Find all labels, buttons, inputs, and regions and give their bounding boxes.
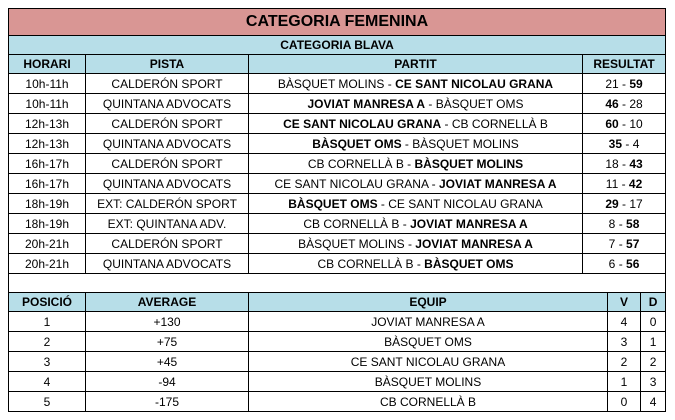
match-result: 29 - 17 [583, 194, 666, 214]
match-result: 35 - 4 [583, 134, 666, 154]
away-score: 58 [626, 216, 640, 231]
standing-team: BÀSQUET MOLINS [249, 372, 608, 392]
home-team: CE SANT NICOLAU GRANA [283, 116, 442, 131]
away-score: 43 [629, 156, 643, 171]
spacer-row [9, 274, 666, 293]
match-result: 46 - 28 [583, 94, 666, 114]
standing-row [9, 392, 666, 412]
away-team: BÀSQUET MOLINS [412, 136, 519, 151]
standing-wins: 2 [608, 352, 641, 372]
col-header-resultat: RESULTAT [583, 55, 666, 74]
match-teams: CB CORNELLÀ B - BÀSQUET MOLINS [249, 154, 583, 174]
standing-row [9, 312, 666, 332]
home-score: 60 [605, 116, 619, 131]
col-header-posicio: POSICIÓ [9, 293, 86, 312]
match-time: 20h-21h [9, 234, 86, 254]
away-score: 28 [629, 96, 643, 111]
away-team: JOVIAT MANRESA A [438, 176, 557, 191]
match-row [9, 114, 666, 134]
standing-team: JOVIAT MANRESA A [249, 312, 608, 332]
match-teams: JOVIAT MANRESA A - BÀSQUET OMS [249, 94, 583, 114]
home-score: 46 [605, 96, 619, 111]
match-result: 21 - 59 [583, 74, 666, 94]
standing-position: 1 [9, 312, 86, 332]
match-court: QUINTANA ADVOCATS [86, 94, 249, 114]
match-court: CALDERÓN SPORT [86, 154, 249, 174]
home-score: 8 [608, 216, 616, 231]
standing-average: -175 [86, 392, 249, 412]
match-teams: CB CORNELLÀ B - BÀSQUET OMS [249, 254, 583, 274]
match-row [9, 174, 666, 194]
away-team: CE SANT NICOLAU GRANA [395, 76, 554, 91]
match-time: 20h-21h [9, 254, 86, 274]
match-teams: BÀSQUET OMS - BÀSQUET MOLINS [249, 134, 583, 154]
match-court: QUINTANA ADVOCATS [86, 254, 249, 274]
away-team: JOVIAT MANRESA A [415, 236, 533, 251]
match-row [9, 154, 666, 174]
match-time: 16h-17h [9, 154, 86, 174]
col-header-horari: HORARI [9, 55, 86, 74]
standing-wins: 1 [608, 372, 641, 392]
away-score: 4 [632, 136, 640, 151]
match-row [9, 194, 666, 214]
home-team: CB CORNELLÀ B [317, 256, 414, 271]
away-score: 42 [628, 176, 643, 191]
standing-row [9, 352, 666, 372]
standing-wins: 3 [608, 332, 641, 352]
match-result: 6 - 56 [583, 254, 666, 274]
away-team: BÀSQUET OMS [435, 96, 524, 111]
matches-header-row [9, 55, 666, 74]
home-team: CB CORNELLÀ B [303, 216, 400, 231]
match-row [9, 254, 666, 274]
away-score: 59 [629, 76, 643, 91]
match-row [9, 134, 666, 154]
standing-team: CB CORNELLÀ B [249, 392, 608, 412]
match-time: 10h-11h [9, 94, 86, 114]
col-header-equip: EQUIP [249, 293, 608, 312]
match-court: CALDERÓN SPORT [86, 114, 249, 134]
col-header-v: V [608, 293, 641, 312]
match-court: CALDERÓN SPORT [86, 74, 249, 94]
match-court: EXT: QUINTANA ADV. [86, 214, 249, 234]
match-result: 7 - 57 [583, 234, 666, 254]
standing-position: 2 [9, 332, 86, 352]
home-team: CB CORNELLÀ B [307, 156, 404, 171]
standing-wins: 4 [608, 312, 641, 332]
match-row [9, 234, 666, 254]
standing-losses: 1 [641, 332, 666, 352]
home-score: 21 [605, 76, 619, 91]
standing-team: BÀSQUET OMS [249, 332, 608, 352]
col-header-d: D [641, 293, 666, 312]
match-teams: BÀSQUET MOLINS - JOVIAT MANRESA A [249, 234, 583, 254]
away-team: JOVIAT MANRESA A [410, 216, 528, 231]
category-subtitle: CATEGORIA BLAVA [9, 36, 666, 55]
home-score: 29 [605, 196, 619, 211]
away-team: CE SANT NICOLAU GRANA [388, 196, 543, 211]
col-header-average: AVERAGE [86, 293, 249, 312]
title-row [9, 9, 666, 36]
home-score: 11 [605, 176, 619, 191]
match-time: 18h-19h [9, 194, 86, 214]
match-teams: BÀSQUET OMS - CE SANT NICOLAU GRANA [249, 194, 583, 214]
match-teams: CE SANT NICOLAU GRANA - JOVIAT MANRESA A [249, 174, 583, 194]
results-sheet [8, 8, 665, 412]
match-court: QUINTANA ADVOCATS [86, 174, 249, 194]
home-score: 6 [608, 256, 616, 271]
standing-losses: 0 [641, 312, 666, 332]
away-team: BÀSQUET OMS [424, 256, 514, 271]
standing-average: +75 [86, 332, 249, 352]
away-score: 10 [629, 116, 643, 131]
standing-wins: 0 [608, 392, 641, 412]
match-result: 18 - 43 [583, 154, 666, 174]
results-table [8, 8, 666, 412]
away-team: CB CORNELLÀ B [451, 116, 548, 131]
match-row [9, 214, 666, 234]
col-header-pista: PISTA [86, 55, 249, 74]
away-score: 56 [626, 256, 640, 271]
standing-position: 4 [9, 372, 86, 392]
match-time: 10h-11h [9, 74, 86, 94]
match-time: 12h-13h [9, 114, 86, 134]
home-team: CE SANT NICOLAU GRANA [274, 176, 429, 191]
match-result: 8 - 58 [583, 214, 666, 234]
match-court: EXT: CALDERÓN SPORT [86, 194, 249, 214]
standing-average: +130 [86, 312, 249, 332]
match-teams: CE SANT NICOLAU GRANA - CB CORNELLÀ B [249, 114, 583, 134]
standing-row [9, 372, 666, 392]
away-team: BÀSQUET MOLINS [414, 156, 524, 171]
page-title: CATEGORIA FEMENINA [9, 9, 666, 36]
standing-average: -94 [86, 372, 249, 392]
standing-losses: 2 [641, 352, 666, 372]
away-score: 57 [626, 236, 640, 251]
match-row [9, 94, 666, 114]
match-result: 60 - 10 [583, 114, 666, 134]
home-score: 7 [608, 236, 616, 251]
standing-team: CE SANT NICOLAU GRANA [249, 352, 608, 372]
home-team: JOVIAT MANRESA A [307, 96, 426, 111]
match-teams: CB CORNELLÀ B - JOVIAT MANRESA A [249, 214, 583, 234]
standings-header-row [9, 293, 666, 312]
match-row [9, 74, 666, 94]
home-score: 35 [608, 136, 623, 151]
standing-position: 5 [9, 392, 86, 412]
match-time: 18h-19h [9, 214, 86, 234]
standing-losses: 4 [641, 392, 666, 412]
match-time: 12h-13h [9, 134, 86, 154]
home-team: BÀSQUET OMS [312, 136, 402, 151]
col-header-partit: PARTIT [249, 55, 583, 74]
home-team: BÀSQUET OMS [288, 196, 378, 211]
match-time: 16h-17h [9, 174, 86, 194]
home-team: BÀSQUET MOLINS [277, 76, 385, 91]
standing-losses: 3 [641, 372, 666, 392]
standing-row [9, 332, 666, 352]
match-result: 11 - 42 [583, 174, 666, 194]
subtitle-row [9, 36, 666, 55]
match-court: QUINTANA ADVOCATS [86, 134, 249, 154]
standing-position: 3 [9, 352, 86, 372]
home-team: BÀSQUET MOLINS [298, 236, 405, 251]
home-score: 18 [605, 156, 619, 171]
match-court: CALDERÓN SPORT [86, 234, 249, 254]
away-score: 17 [629, 196, 643, 211]
match-teams: BÀSQUET MOLINS - CE SANT NICOLAU GRANA [249, 74, 583, 94]
standing-average: +45 [86, 352, 249, 372]
